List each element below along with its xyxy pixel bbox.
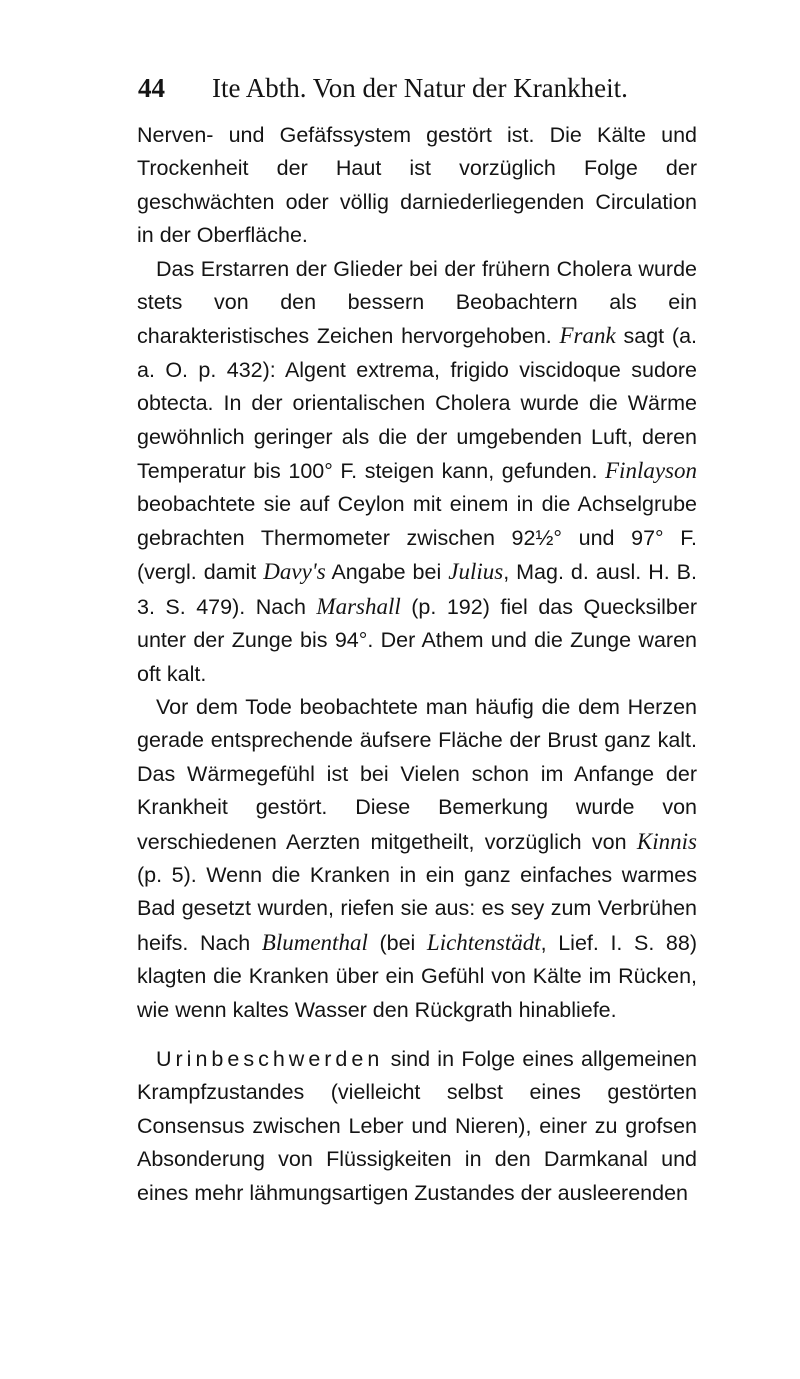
author-name: Julius [448,559,504,585]
paragraph-text: (p. 5). Wenn die Kranken in ein ganz einfaches warmes Bad gesetzt wurden, riefen sie aus: es sey zum Verbrühen heifs. Nach [137,862,697,955]
paragraph [137,691,697,1027]
author-name: Blumenthal [261,929,368,955]
paragraph [137,1043,697,1210]
body-text [137,119,697,1210]
paragraph-text: (p. 192) fiel das Quecksilber unter der Zunge bis 94°. Der Athem und die Zunge waren oft kalt. [137,594,697,686]
author-name: Finlayson [605,458,697,484]
paragraph-text: beobachtete sie auf Ceylon mit einem in die Achselgrube gebrachten Thermometer zwischen 92½° und 97° F. (vergl. damit [137,492,697,585]
paragraph-text: sagt (a. a. O. p. 432): Algent extrema, frigido viscidoque sudore obtecta. In der orientalischen Cholera wurde die Wärme gewöhnlich geringer als die der umgebenden Luft, deren Temperatur bis 100° F. steigen kann, gefunden. [137,324,697,484]
paragraph-text: , Mag. d. ausl. H. B. 3. S. 479). Nach [137,560,697,619]
paragraph-text: Das Erstarren der Glieder bei der frühern Cholera wurde stets von den bessern Beobachtern als ein charakteristisches Zeichen hervorgehoben. [137,256,697,349]
paragraph [137,119,697,253]
paragraph-text: Vor dem Tode beobachtete man häufig die dem Herzen gerade entsprechende äufsere Fläche der Brust ganz kalt. Das Wärmegefühl ist bei Vielen schon im Anfange der Krankheit gestört. Diese Bemerkung wurde von verschiedenen Aerzten mitgetheilt, vorzüglich von [137,694,697,854]
paragraph [137,253,697,691]
author-name: Davy's [263,559,326,585]
paragraph-text: Angabe bei [325,560,449,585]
author-name: Frank [559,323,616,349]
running-head: Ite Abth. Von der Natur der Krankheit. [212,73,628,103]
paragraph-text: (bei [367,930,427,955]
paragraph-text: sind in Folge eines allgemeinen Krampfzustandes (vielleicht selbst eines gestörten Consensus zwischen Leber und Nieren), einer zu grofsen Absonderung von Flüssigkeiten in den Darmkanal und eines mehr lähmungsartigen Zustandes der ausleerenden [137,1046,697,1205]
section-keyword: Urinbeschwerden [156,1046,384,1071]
paragraph-text: , Lief. I. S. 88) klagten die Kranken über ein Gefühl von Kälte im Rücken, wie wenn kaltes Wasser den Rückgrath hinabliefe. [137,930,697,1022]
paragraph-text: Nerven- und Gefäfssystem gestört ist. Die Kälte und Trockenheit der Haut ist vorzüglich Folge der geschwächten oder völlig darniederliegenden Circulation in der Oberfläche. [137,123,697,248]
author-name: Kinnis [636,828,697,854]
author-name: Lichtenstädt [426,929,541,955]
page-number: 44 [138,73,165,103]
page-header [138,68,678,108]
author-name: Marshall [316,593,401,619]
